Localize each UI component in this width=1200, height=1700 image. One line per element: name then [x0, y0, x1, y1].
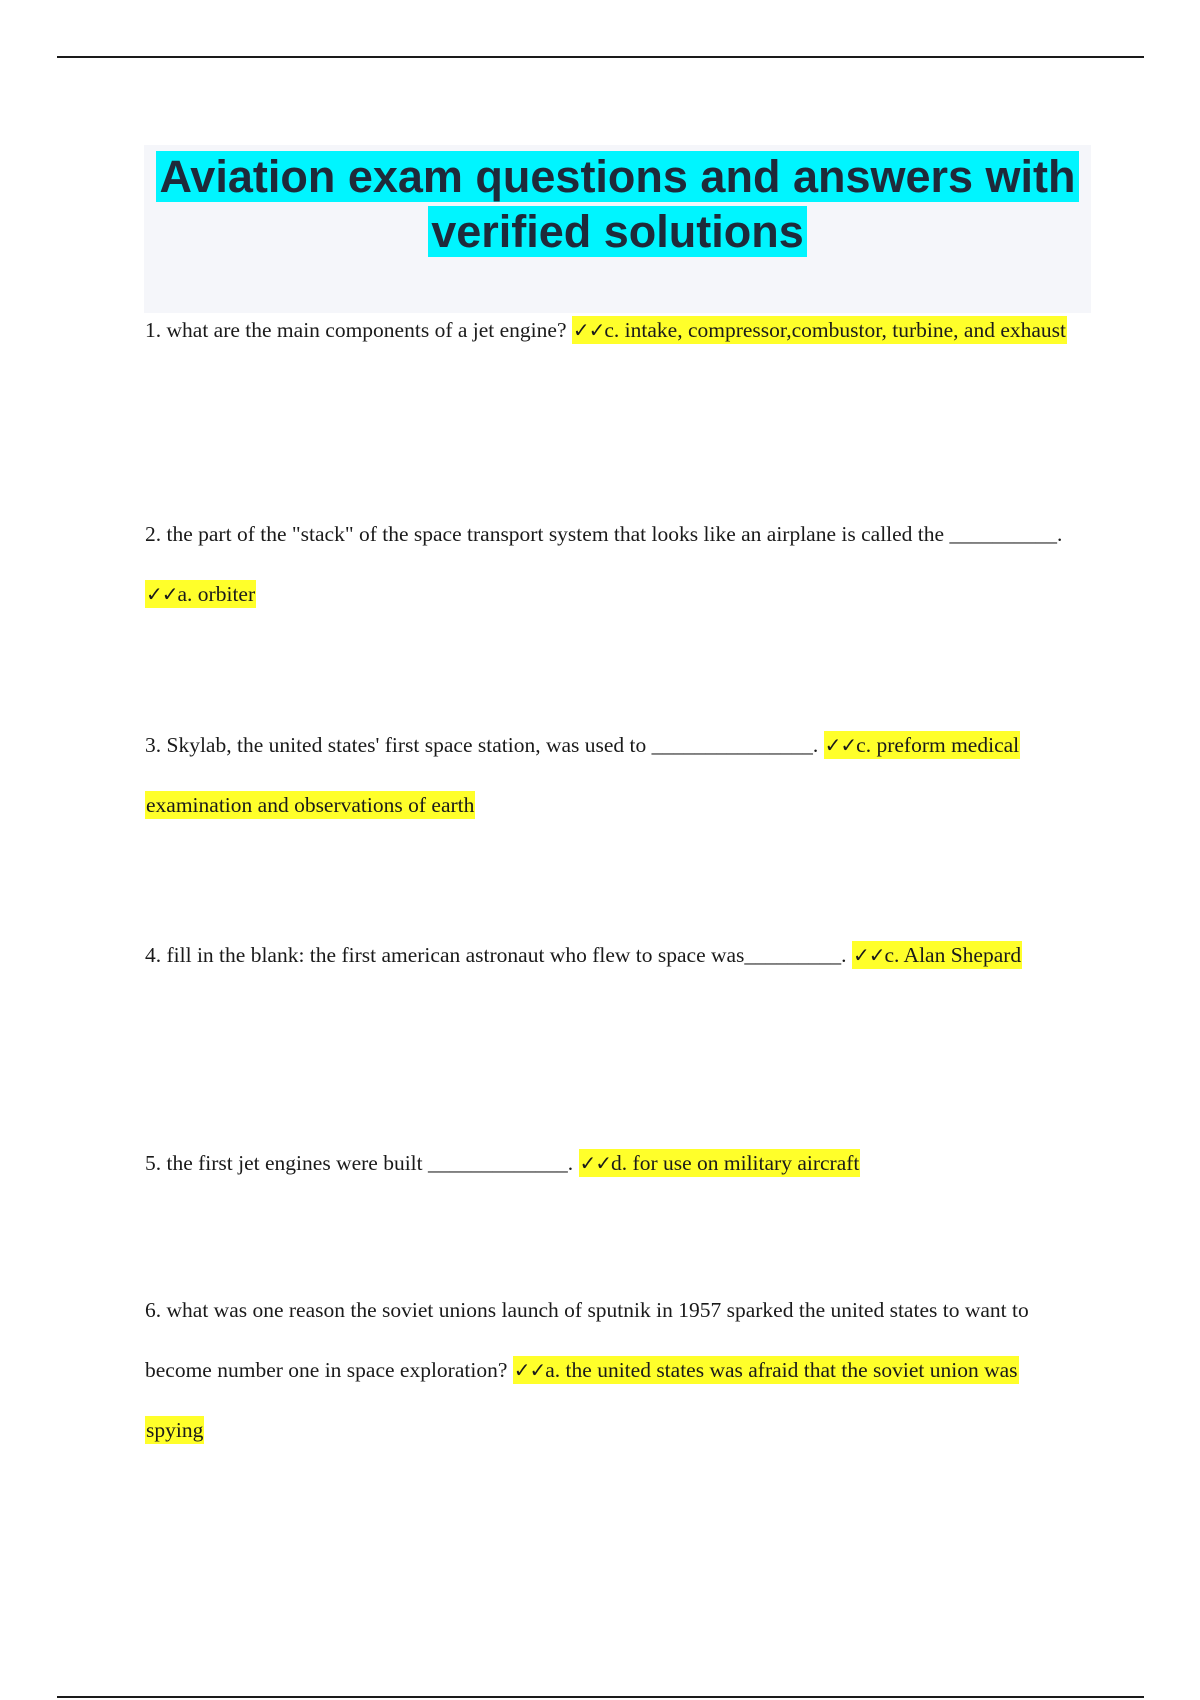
double-check-icon: ✓✓ [579, 1151, 612, 1175]
question-6 [145, 1280, 1075, 1460]
answer-2-text: a. orbiter [177, 582, 256, 606]
double-check-icon: ✓✓ [824, 733, 857, 757]
question-3 [145, 715, 1075, 835]
answer-1-text: c. intake, compressor,combustor, turbine, and exhaust [604, 318, 1066, 342]
answer-1 [572, 316, 1067, 344]
question-2 [145, 504, 1075, 624]
question-3-text: 3. Skylab, the united states' first space station, was used to _______________. [145, 733, 824, 757]
title-highlight: Aviation exam questions and answers with verified solutions [156, 151, 1078, 257]
question-4 [145, 925, 1075, 985]
answer-4 [852, 941, 1022, 969]
question-5-text: 5. the first jet engines were built _____________. [145, 1151, 579, 1175]
answer-4-text: c. Alan Shepard [884, 943, 1022, 967]
question-6-text: 6. what was one reason the soviet unions launch of sputnik in 1957 sparked the united states to want to become number one in space exploration? [145, 1298, 1029, 1382]
double-check-icon: ✓✓ [852, 943, 885, 967]
title-banner [144, 145, 1091, 313]
document-title [144, 145, 1091, 259]
top-rule [57, 56, 1144, 58]
question-4-text: 4. fill in the blank: the first american astronaut who flew to space was_________. [145, 943, 852, 967]
double-check-icon: ✓✓ [513, 1358, 546, 1382]
answer-3-text: c. preform medical examination and observations of earth [146, 733, 1020, 817]
question-1 [145, 300, 1075, 360]
bottom-rule [57, 1696, 1144, 1698]
question-5 [145, 1133, 1075, 1193]
answer-6-text: a. the united states was afraid that the soviet union was spying [146, 1358, 1018, 1442]
answer-5 [579, 1149, 861, 1177]
double-check-icon: ✓✓ [146, 582, 178, 606]
answer-2 [145, 580, 256, 608]
double-check-icon: ✓✓ [572, 318, 605, 342]
question-2-text: 2. the part of the "stack" of the space transport system that looks like an airplane is called the __________. [145, 522, 1063, 546]
answer-5-text: d. for use on military aircraft [611, 1151, 860, 1175]
question-1-text: 1. what are the main components of a jet engine? [145, 318, 572, 342]
